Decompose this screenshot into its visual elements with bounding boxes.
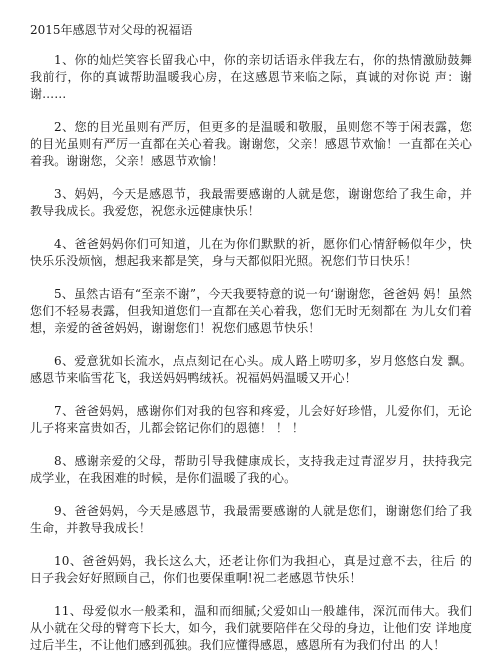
document-title: 2015年感恩节对父母的祝福语 bbox=[30, 23, 193, 37]
blessing-paragraph-5: 5、虽然古语有“至亲不谢”，今天我要特意的说一句‘谢谢您，爸爸妈 妈！虽然您们不轻易表露，但我知道您们一直都在关心着我，您们无时无刻都在 为儿女们着想，亲爱的爸爸妈妈，谢谢您们！祝您们感恩节快乐！ bbox=[30, 287, 472, 335]
blessing-paragraph-10: 10、爸爸妈妈，我长这么大，还老让你们为我担心，真是过意不去，往后 的日子我会好好照顾自己，你们也要保重啊!祝二老感恩节快乐！ bbox=[30, 554, 472, 585]
blessing-paragraph-3: 3、妈妈，今天是感恩节，我最需要感谢的人就是您，谢谢您给了我生命，并教导我成长。我爱您，祝您永远健康快乐！ bbox=[30, 187, 472, 218]
blessing-paragraph-1: 1、你的灿烂笑容长留我心中，你的亲切话语永伴我左右，你的热情激励鼓舞我前行，你的真诚帮助温暖我心房，在这感恩节来临之际，真诚的对你说 声：谢谢…… bbox=[30, 53, 472, 101]
blessing-paragraph-4: 4、爸爸妈妈你们可知道，儿在为你们默默的祈，愿你们心情舒畅似年少，快快乐乐没烦恼，想起我来都是笑，身与天都似阳光照。祝您们节日快乐！ bbox=[30, 237, 472, 268]
blessing-paragraph-7: 7、爸爸妈妈，感谢你们对我的包容和疼爱，儿会好好珍惜，儿爱你们，无论儿子将来富贵如否，儿都会铭记你们的恩德！ ！ ！ bbox=[30, 404, 472, 435]
blessing-paragraph-2: 2、您的目光虽则有严厉，但更多的是温暖和敬服，虽则您不等于闲表露，您的目光虽则有严厉一直都在关心着我。谢谢您，父亲！感恩节欢愉！一直都在关心着我。谢谢您，父亲！感恩节欢愉！ bbox=[30, 120, 472, 168]
blessing-paragraph-11: 11、母爱似水一般柔和，温和而细腻;父爱如山一般雄伟，深沉而伟大。我们从小就在父母的臂弯下长大，如今，我们就要陪伴在父母的身边，让他们安 详地度过后半生，不让他们感到孤独。我们应懂得感恩，感恩所有为我们付出 的人！ bbox=[30, 604, 472, 652]
blessing-paragraph-8: 8、感谢亲爱的父母，帮助引导我健康成长，支持我走过青涩岁月，扶持我完成学业，在我困难的时候，是你们温暖了我的心。 bbox=[30, 454, 472, 485]
blessing-paragraph-9: 9、爸爸妈妈，今天是感恩节，我最需要感谢的人就是您们，谢谢您们给了我生命，并教导我成长！ bbox=[30, 504, 472, 535]
blessing-paragraph-6: 6、爱意犹如长流水，点点刻记在心头。成人路上唠叨多，岁月悠悠白发 飘。感恩节来临雪花飞，我送妈妈鸭绒袄。祝福妈妈温暖又开心！ bbox=[30, 354, 472, 385]
